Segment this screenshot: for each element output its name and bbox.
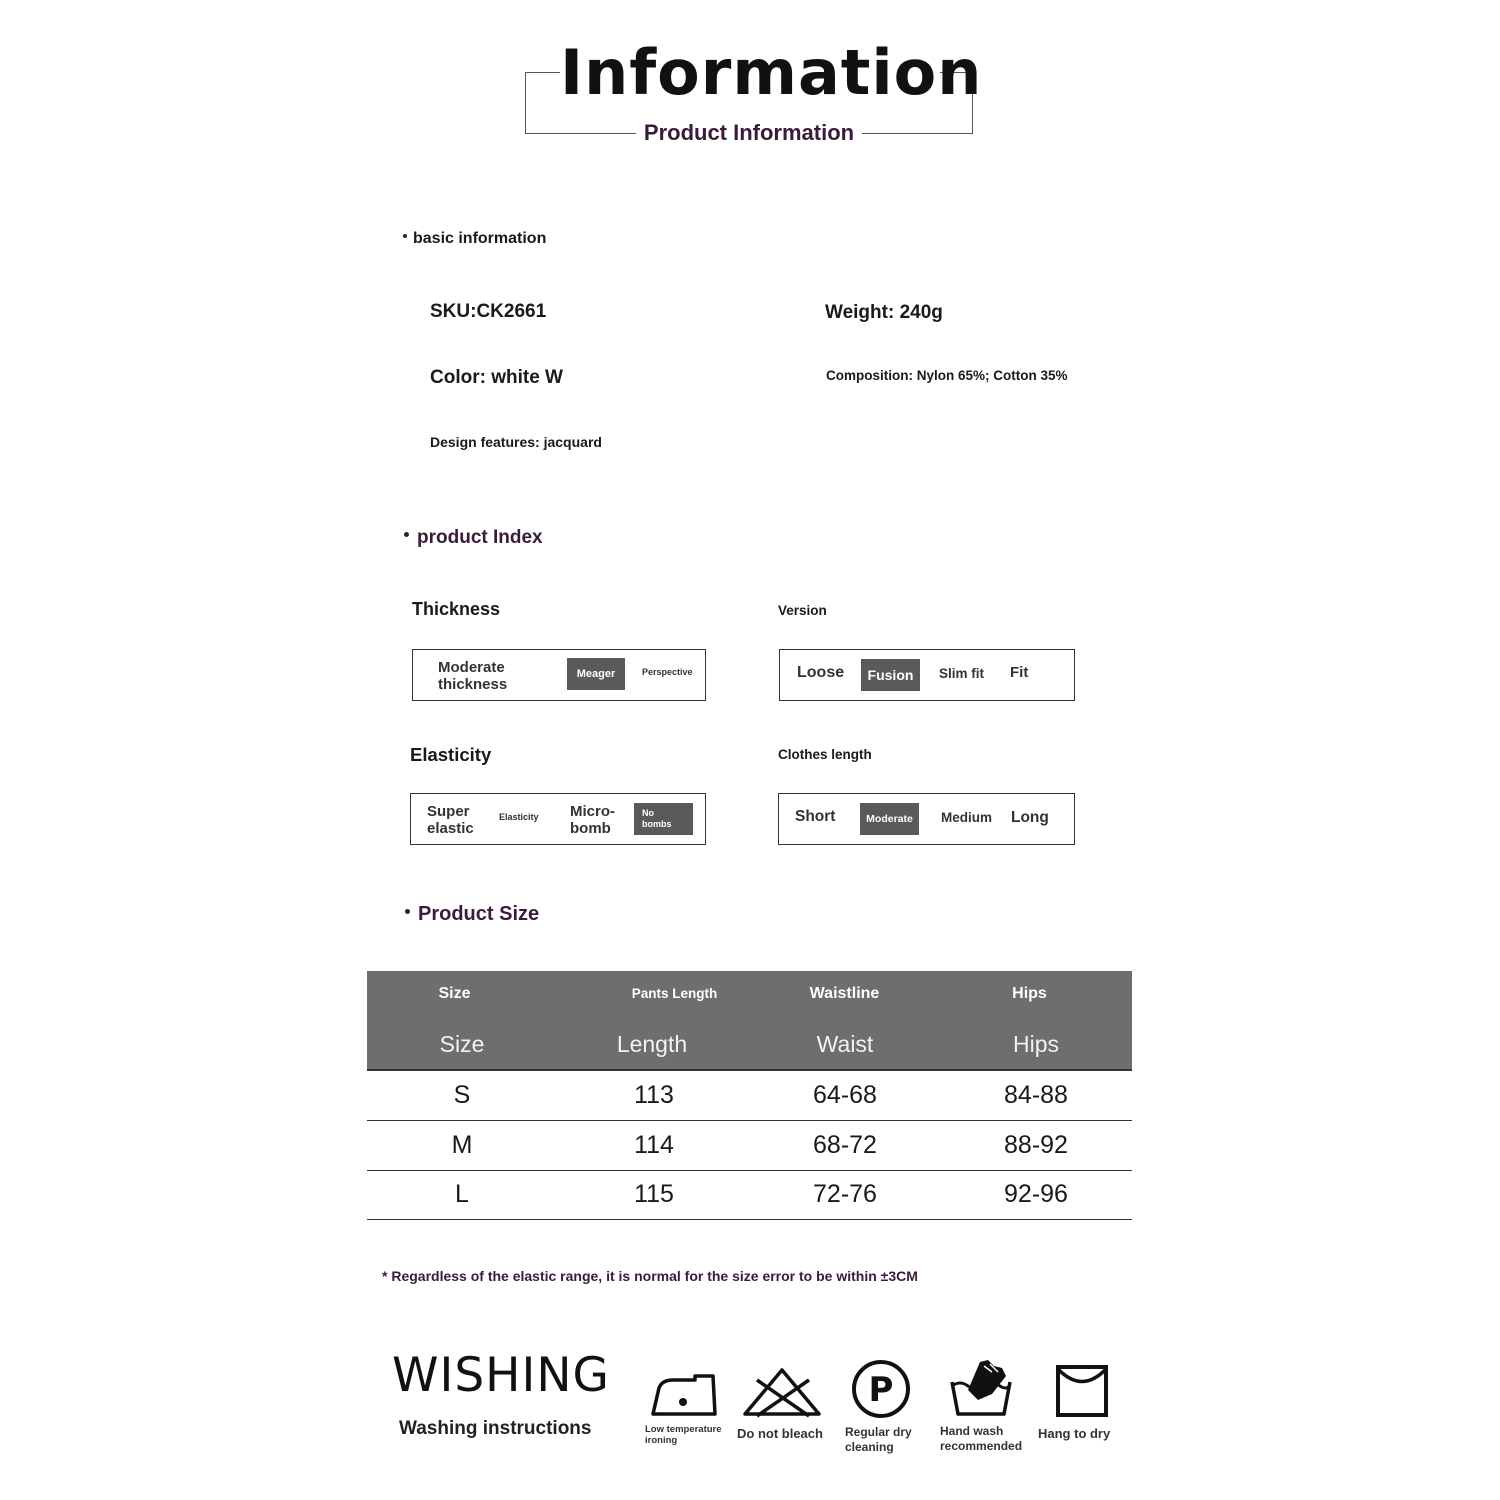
table-cell: 72-76	[813, 1180, 877, 1208]
version-option-slim-fit: Slim fit	[939, 666, 985, 681]
size-table-header	[367, 971, 1132, 1069]
iron-icon	[645, 1370, 719, 1418]
page-title: Information	[560, 36, 983, 109]
sku-value: SKU:CK2661	[430, 301, 547, 322]
length-option-medium: Medium	[941, 810, 993, 825]
length-option-long: Long	[1011, 809, 1049, 826]
table-cell: 68-72	[813, 1131, 877, 1159]
table-cell: 84-88	[1004, 1081, 1068, 1109]
elasticity-option-super-elastic: Super elastic	[427, 803, 474, 837]
care-label: Do not bleach	[737, 1426, 823, 1441]
elasticity-option-elasticity: Elasticity	[499, 812, 539, 822]
care-label: Hand wash recommended	[940, 1424, 1023, 1453]
size-error-note: * Regardless of the elastic range, it is normal for the size error to be within ±3CM	[382, 1268, 918, 1284]
column-header-hips: Hips	[1012, 985, 1047, 1002]
bullet-icon	[405, 909, 410, 914]
table-cell: S	[453, 1081, 471, 1109]
elasticity-scale	[410, 793, 706, 845]
bullet-icon	[404, 532, 409, 537]
column-header-size: Size	[438, 985, 471, 1002]
section-basic-information	[403, 230, 546, 248]
version-label: Version	[778, 603, 827, 618]
svg-text:P: P	[868, 1370, 894, 1410]
section-heading: basic information	[413, 230, 547, 247]
table-row	[367, 1121, 1132, 1171]
section-heading: product Index	[417, 527, 543, 548]
table-cell: 88-92	[1004, 1131, 1068, 1159]
column-subheader-waist: Waist	[816, 1031, 874, 1057]
table-row	[367, 1071, 1132, 1121]
thickness-option-perspective: Perspective	[642, 667, 693, 677]
table-cell: 115	[634, 1180, 674, 1208]
thickness-option-meager-selected: Meager	[567, 658, 625, 690]
care-hang-to-dry	[1038, 1364, 1118, 1441]
version-option-loose: Loose	[797, 664, 845, 681]
version-option-fit: Fit	[1010, 664, 1029, 681]
hang-dry-icon	[1038, 1364, 1118, 1420]
care-do-not-bleach	[737, 1362, 827, 1441]
care-low-temperature-ironing	[645, 1370, 722, 1446]
dry-clean-icon	[845, 1357, 915, 1421]
washing-subtitle: Washing instructions	[399, 1418, 592, 1439]
bullet-icon	[403, 234, 407, 238]
design-features-value: Design features: jacquard	[430, 434, 602, 450]
column-header-waistline: Waistline	[809, 985, 880, 1002]
section-heading: Product Size	[418, 903, 540, 925]
care-hand-wash	[940, 1356, 1022, 1454]
composition-value: Composition: Nylon 65%; Cotton 35%	[826, 368, 1068, 383]
washing-title: WISHING	[392, 1348, 610, 1403]
table-row	[367, 1170, 1132, 1220]
length-option-short: Short	[795, 808, 836, 825]
column-header-pants-length: Pants Length	[631, 986, 718, 1001]
no-bleach-icon	[737, 1362, 827, 1420]
thickness-label: Thickness	[412, 599, 501, 619]
elasticity-option-micro-bomb: Micro- bomb	[570, 803, 615, 837]
table-cell: 114	[634, 1131, 674, 1159]
thickness-option-moderate: Moderate thickness	[438, 659, 508, 693]
table-cell: L	[455, 1180, 469, 1208]
elasticity-label: Elasticity	[410, 744, 492, 765]
thickness-scale	[412, 649, 706, 701]
weight-value: Weight: 240g	[825, 302, 943, 323]
care-label: Hang to dry	[1038, 1426, 1111, 1441]
section-product-size	[405, 903, 539, 926]
hand-wash-icon	[940, 1356, 1020, 1420]
clothes-length-label: Clothes length	[778, 747, 872, 762]
table-cell: 64-68	[813, 1081, 877, 1109]
table-cell: M	[451, 1131, 473, 1159]
column-subheader-length: Length	[616, 1031, 688, 1057]
elasticity-option-no-bombs-selected: No bombs	[634, 803, 693, 835]
version-scale	[779, 649, 1075, 701]
length-option-moderate-selected: Moderate	[860, 803, 919, 835]
table-cell: 113	[634, 1081, 674, 1109]
clothes-length-scale	[778, 793, 1075, 845]
column-subheader-size: Size	[439, 1031, 485, 1057]
page-subtitle: Product Information	[636, 119, 862, 147]
care-label: Regular dry cleaning	[845, 1425, 912, 1454]
column-subheader-hips: Hips	[1012, 1031, 1059, 1057]
version-option-fusion-selected: Fusion	[861, 659, 920, 691]
color-value: Color: white W	[430, 367, 563, 388]
care-label: Low temperature ironing	[645, 1424, 722, 1446]
section-product-index	[404, 527, 543, 549]
table-cell: 92-96	[1004, 1180, 1068, 1208]
care-regular-dry-cleaning	[845, 1357, 915, 1455]
